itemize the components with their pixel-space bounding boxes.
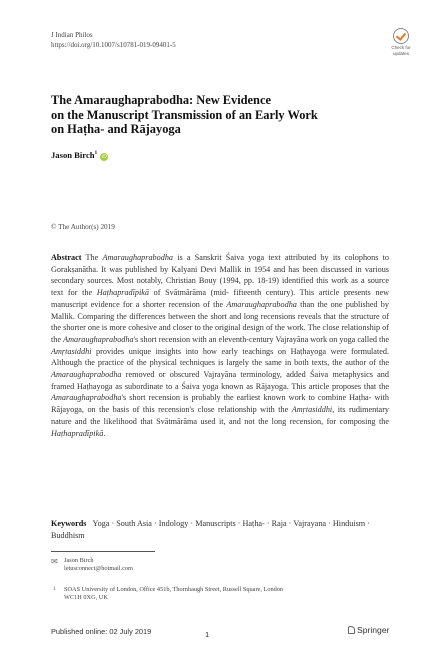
abstract-text: is a Sanskrit Śaiva yoga text attributed by its colophons to Gorakṣanātha. It was published by Kalyani Devi Mallik in 1954 and has been discussed in various secondary sources. Most notably, Christian Bouy (1994, pp. 18-19) identified this work as a source text for the: [51, 253, 390, 298]
abstract-italic-term: Amaraughaprabodha: [102, 253, 174, 262]
author-line: [51, 150, 108, 161]
copyright-notice: © The Author(s) 2019: [51, 223, 115, 231]
check-badge-line1: Check for: [391, 45, 411, 50]
abstract-italic-term: Amaraughaprabodha: [226, 299, 297, 309]
keyword-item: Hinduism: [332, 519, 366, 528]
abstract-label: Abstract: [51, 253, 82, 262]
keyword-separator: ·: [326, 519, 333, 528]
affiliation-mark: 1: [94, 150, 98, 157]
doi-link[interactable]: https://doi.org/10.1007/s10781-019-09401-5: [51, 41, 176, 49]
abstract-italic-term: Amṛtasiddhi: [51, 346, 92, 356]
abstract-italic-term: Haṭhapradīpikā: [51, 428, 104, 438]
journal-name: J Indian Philos: [51, 31, 93, 39]
abstract-italic-term: Amaraughaprabodha: [51, 370, 122, 380]
keywords-label: Keywords: [51, 519, 87, 528]
envelope-icon: ✉: [51, 557, 58, 566]
footnote-rule: [51, 551, 155, 552]
keyword-separator: ·: [286, 519, 294, 528]
keyword-separator: ·: [235, 519, 243, 528]
affiliation-line-2: WC1H 0XG, UK: [64, 594, 108, 602]
keyword-item: South Asia: [116, 519, 152, 528]
abstract-text: , its rudimentary nature and the likelihood that Svātmārāma used it, and not the long recension, for composing the: [51, 405, 390, 426]
publisher-name: Springer: [357, 625, 390, 635]
orcid-icon[interactable]: iD: [102, 154, 107, 160]
keyword-item: Indology: [158, 519, 189, 528]
abstract-text: than the one published by Mallik. Comparing the differences between the short and long recensions reveals that the structure of the shorter one is more cohesive and closer to the original design of the work. The close relationship of the: [51, 299, 389, 344]
running-header: [51, 30, 176, 50]
check-for-updates-badge[interactable]: [388, 28, 414, 56]
keywords: [51, 518, 389, 541]
published-online-date: Published online: 02 July 2019: [51, 627, 152, 636]
abstract-text: .: [103, 428, 106, 438]
abstract-italic-term: Haṭhapradīpikā: [96, 288, 150, 298]
keyword-item: Raja: [271, 519, 287, 528]
abstract-italic-term: Amṛtasiddhi: [291, 405, 333, 415]
contact-name: Jason Birch: [64, 557, 94, 564]
abstract-text: of Svātmārāma (mid- fifteenth century). This article presents new manuscript evidence for a shorter recension of the: [51, 288, 389, 309]
publisher-logo: [348, 625, 389, 635]
keyword-separator: ·: [151, 519, 159, 528]
abstract-italic-term: Amaraughaprabodha: [51, 393, 122, 403]
keyword-separator: ·: [188, 519, 196, 528]
keyword-item: Haṭha-: [242, 519, 265, 528]
keyword-item: Yoga: [92, 519, 110, 528]
abstract-text: removed or obscured Vajrayāna terminology, added Śaiva metaphysics and framed Haṭhayoga as subordinate to a Śaiva yoga known as Rājayoga. This article proposes that the: [51, 370, 389, 391]
author-name: Jason Birch: [51, 150, 95, 160]
keyword-separator: ·: [264, 519, 272, 528]
title-line-2: on the Manuscript Transmission of an Early Work: [51, 107, 318, 122]
keyword-item: Buddhism: [51, 530, 85, 540]
affiliation-line-1: SOAS University of London, Office 451b, Thornhaugh Street, Russell Square, London: [64, 586, 284, 593]
abstract-text: 's short recension is probably the earliest known work to combine Haṭha- with Rājayoga, on the basis of this recension's close relationship with the: [51, 393, 389, 415]
keyword-item: Manuscripts: [195, 519, 236, 528]
contact-block: [64, 557, 133, 574]
title-line-1: The Amaraughaprabodha: New Evidence: [51, 93, 271, 107]
keyword-item: Vajrayana: [293, 519, 327, 528]
checkmark-icon: [393, 28, 409, 44]
article-title: [51, 93, 381, 137]
keyword-separator: ·: [109, 519, 117, 528]
affiliation-block: [64, 586, 394, 603]
abstract-text: The: [85, 253, 103, 262]
abstract-text: 's short recension with an eleventh-century Vajrayāna work on yoga called the: [133, 334, 389, 344]
abstract-italic-term: Amaraughaprabodha: [63, 334, 134, 344]
check-badge-line2: updates: [392, 51, 409, 56]
contact-email[interactable]: letusconnect@hotmail.com: [64, 565, 133, 573]
affiliation-footnote-mark: 1: [53, 587, 56, 592]
abstract-text: provides unique insights into how early teachings on Haṭhayoga were formulated. Although the practice of the physical techniques is largely the same in both texts, the author of the: [51, 346, 389, 368]
springer-horse-icon: [348, 626, 355, 634]
title-line-3: on Haṭha- and Rājayoga: [51, 122, 181, 136]
page-number: 1: [205, 630, 210, 639]
keyword-separator: ·: [365, 519, 370, 528]
abstract: [51, 252, 389, 439]
